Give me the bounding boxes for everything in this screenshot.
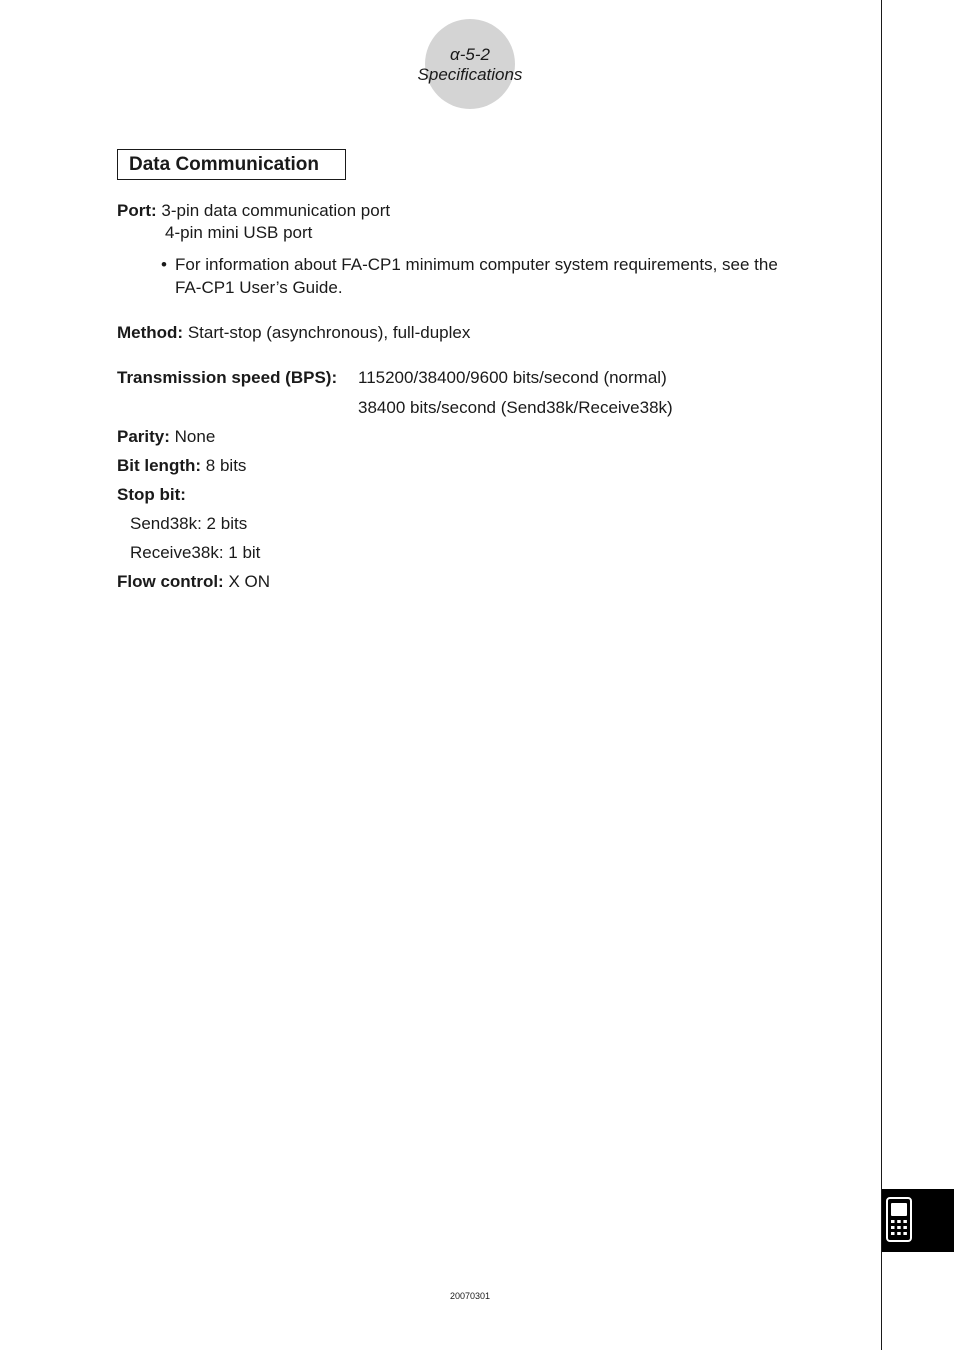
- bit-length-value: 8 bits: [205, 456, 247, 475]
- parity-label: Parity:: [117, 427, 170, 446]
- transmission-value-2: 38400 bits/second (Send38k/Receive38k): [358, 398, 673, 417]
- side-tab: [882, 1189, 954, 1252]
- bit-length-spec: [117, 455, 246, 477]
- right-margin-rule: [881, 0, 882, 1350]
- page-number: α-5-2: [450, 45, 490, 64]
- port-value-2: 4-pin mini USB port: [165, 223, 313, 242]
- stop-bit-value-1: Send38k: 2 bits: [130, 514, 248, 533]
- stop-bit-label: Stop bit:: [117, 485, 186, 504]
- page-section-title: Specifications: [417, 65, 523, 84]
- parity-spec: [117, 426, 215, 448]
- method-spec: [117, 322, 470, 344]
- port-note-line-2: FA-CP1 User’s Guide.: [175, 278, 343, 297]
- parity-value: None: [174, 427, 216, 446]
- transmission-value-1: 115200/38400/9600 bits/second (normal): [358, 368, 667, 387]
- method-value: Start-stop (asynchronous), full-duplex: [187, 323, 471, 342]
- flow-control-label: Flow control:: [117, 572, 224, 591]
- footer-code: 20070301: [449, 1291, 491, 1301]
- transmission-label: Transmission speed (BPS):: [117, 368, 338, 387]
- section-heading: Data Communication: [117, 149, 346, 180]
- flow-control-spec: [117, 571, 270, 593]
- port-note-bullet: •: [161, 255, 167, 274]
- method-label: Method:: [117, 323, 184, 342]
- port-label: Port:: [117, 201, 157, 220]
- bit-length-label: Bit length:: [117, 456, 202, 475]
- flow-control-value: X ON: [228, 572, 271, 591]
- port-note-line-1: For information about FA-CP1 minimum computer system requirements, see the: [175, 255, 778, 274]
- stop-bit-value-2: Receive38k: 1 bit: [130, 543, 261, 562]
- port-value-1: 3-pin data communication port: [161, 201, 391, 220]
- calculator-icon: [882, 1189, 954, 1252]
